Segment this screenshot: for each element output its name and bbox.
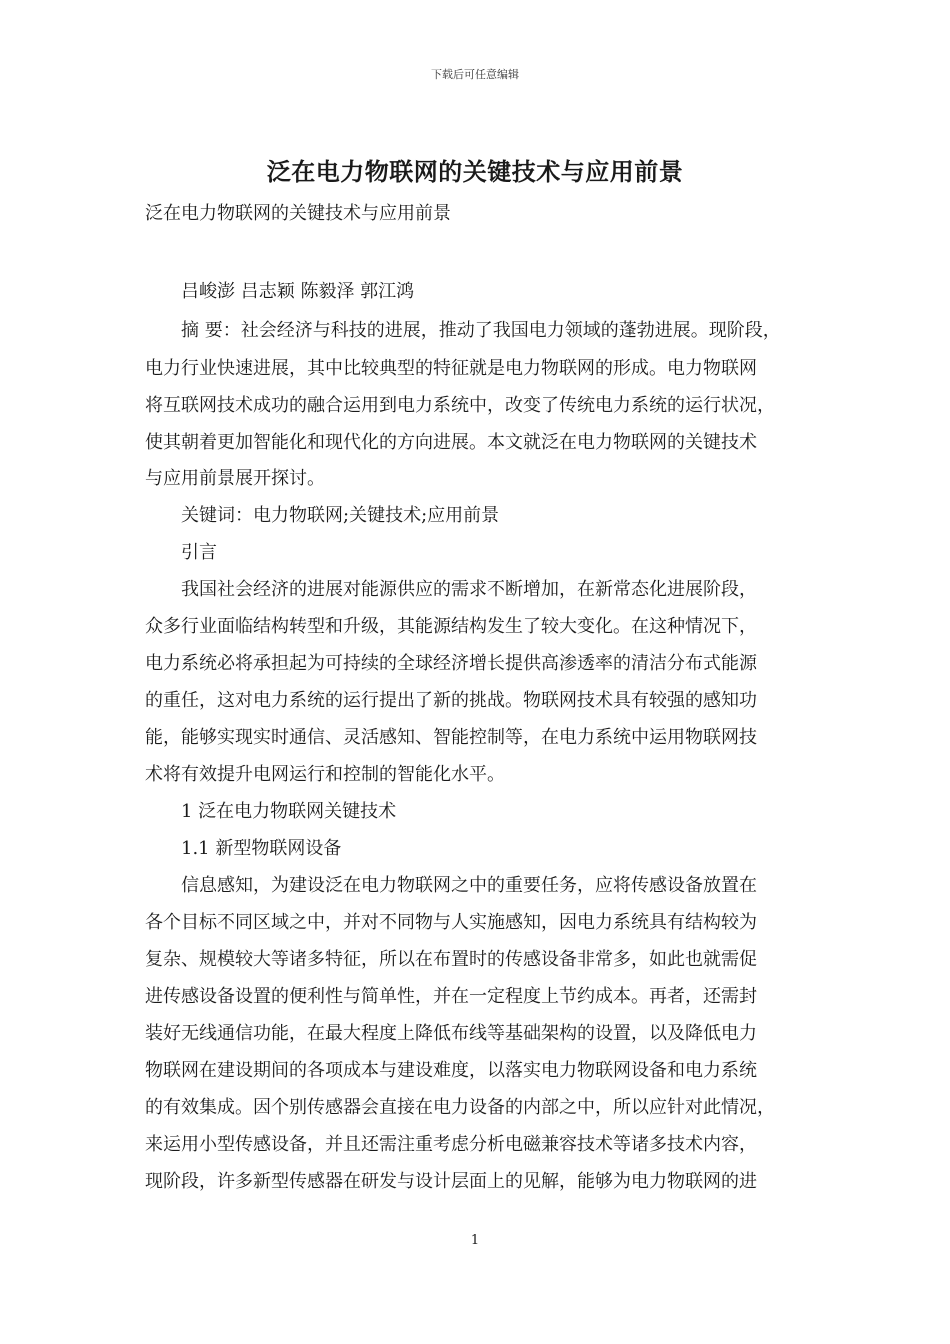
body-line: 摘 要：社会经济与科技的进展，推动了我国电力领域的蓬勃进展。现阶段， xyxy=(181,320,781,341)
body-line: 将互联网技术成功的融合运用到电力系统中，改变了传统电力系统的运行状况， xyxy=(145,395,775,416)
body-line: 术将有效提升电网运行和控制的智能化水平。 xyxy=(145,764,505,785)
section-heading: 1 泛在电力物联网关键技术 xyxy=(181,801,397,822)
body-line: 物联网在建设期间的各项成本与建设难度，以落实电力物联网设备和电力系统 xyxy=(145,1060,757,1081)
body-line: 来运用小型传感设备，并且还需注重考虑分析电磁兼容技术等诸多技术内容， xyxy=(145,1134,757,1155)
body-line: 与应用前景展开探讨。 xyxy=(145,468,325,489)
page-number: 1 xyxy=(470,1233,480,1248)
body-line: 各个目标不同区域之中，并对不同物与人实施感知，因电力系统具有结构较为 xyxy=(145,912,757,933)
keywords-line: 关键词：电力物联网;关键技术;应用前景 xyxy=(181,505,500,526)
body-line: 我国社会经济的进展对能源供应的需求不断增加，在新常态化进展阶段， xyxy=(181,579,757,600)
document-subtitle: 泛在电力物联网的关键技术与应用前景 xyxy=(145,203,451,224)
section-heading: 引言 xyxy=(181,542,217,563)
subsection-heading: 1.1 新型物联网设备 xyxy=(181,838,342,859)
body-line: 复杂、规模较大等诸多特征，所以在布置时的传感设备非常多，如此也就需促 xyxy=(145,949,757,970)
body-line: 众多行业面临结构转型和升级，其能源结构发生了较大变化。在这种情况下， xyxy=(145,616,757,637)
body-line: 使其朝着更加智能化和现代化的方向进展。本文就泛在电力物联网的关键技术 xyxy=(145,432,757,453)
body-line: 信息感知，为建设泛在电力物联网之中的重要任务，应将传感设备放置在 xyxy=(181,875,757,896)
body-line: 能，能够实现实时通信、灵活感知、智能控制等，在电力系统中运用物联网技 xyxy=(145,727,757,748)
body-line: 电力行业快速进展，其中比较典型的特征就是电力物联网的形成。电力物联网 xyxy=(145,358,757,379)
body-line: 的有效集成。因个别传感器会直接在电力设备的内部之中，所以应针对此情况， xyxy=(145,1097,775,1118)
document-title: 泛在电力物联网的关键技术与应用前景 xyxy=(266,157,684,186)
body-line: 进传感设备设置的便利性与简单性，并在一定程度上节约成本。再者，还需封 xyxy=(145,986,757,1007)
body-line: 电力系统必将承担起为可持续的全球经济增长提供高渗透率的清洁分布式能源 xyxy=(145,653,757,674)
body-line: 装好无线通信功能，在最大程度上降低布线等基础架构的设置，以及降低电力 xyxy=(145,1023,757,1044)
authors-line: 吕峻澎 吕志颖 陈毅泽 郭江鸿 xyxy=(181,281,415,302)
body-line: 的重任，这对电力系统的运行提出了新的挑战。物联网技术具有较强的感知功 xyxy=(145,690,757,711)
header-note: 下载后可任意编辑 xyxy=(431,68,519,81)
body-line: 现阶段，许多新型传感器在研发与设计层面上的见解，能够为电力物联网的进 xyxy=(145,1171,757,1192)
